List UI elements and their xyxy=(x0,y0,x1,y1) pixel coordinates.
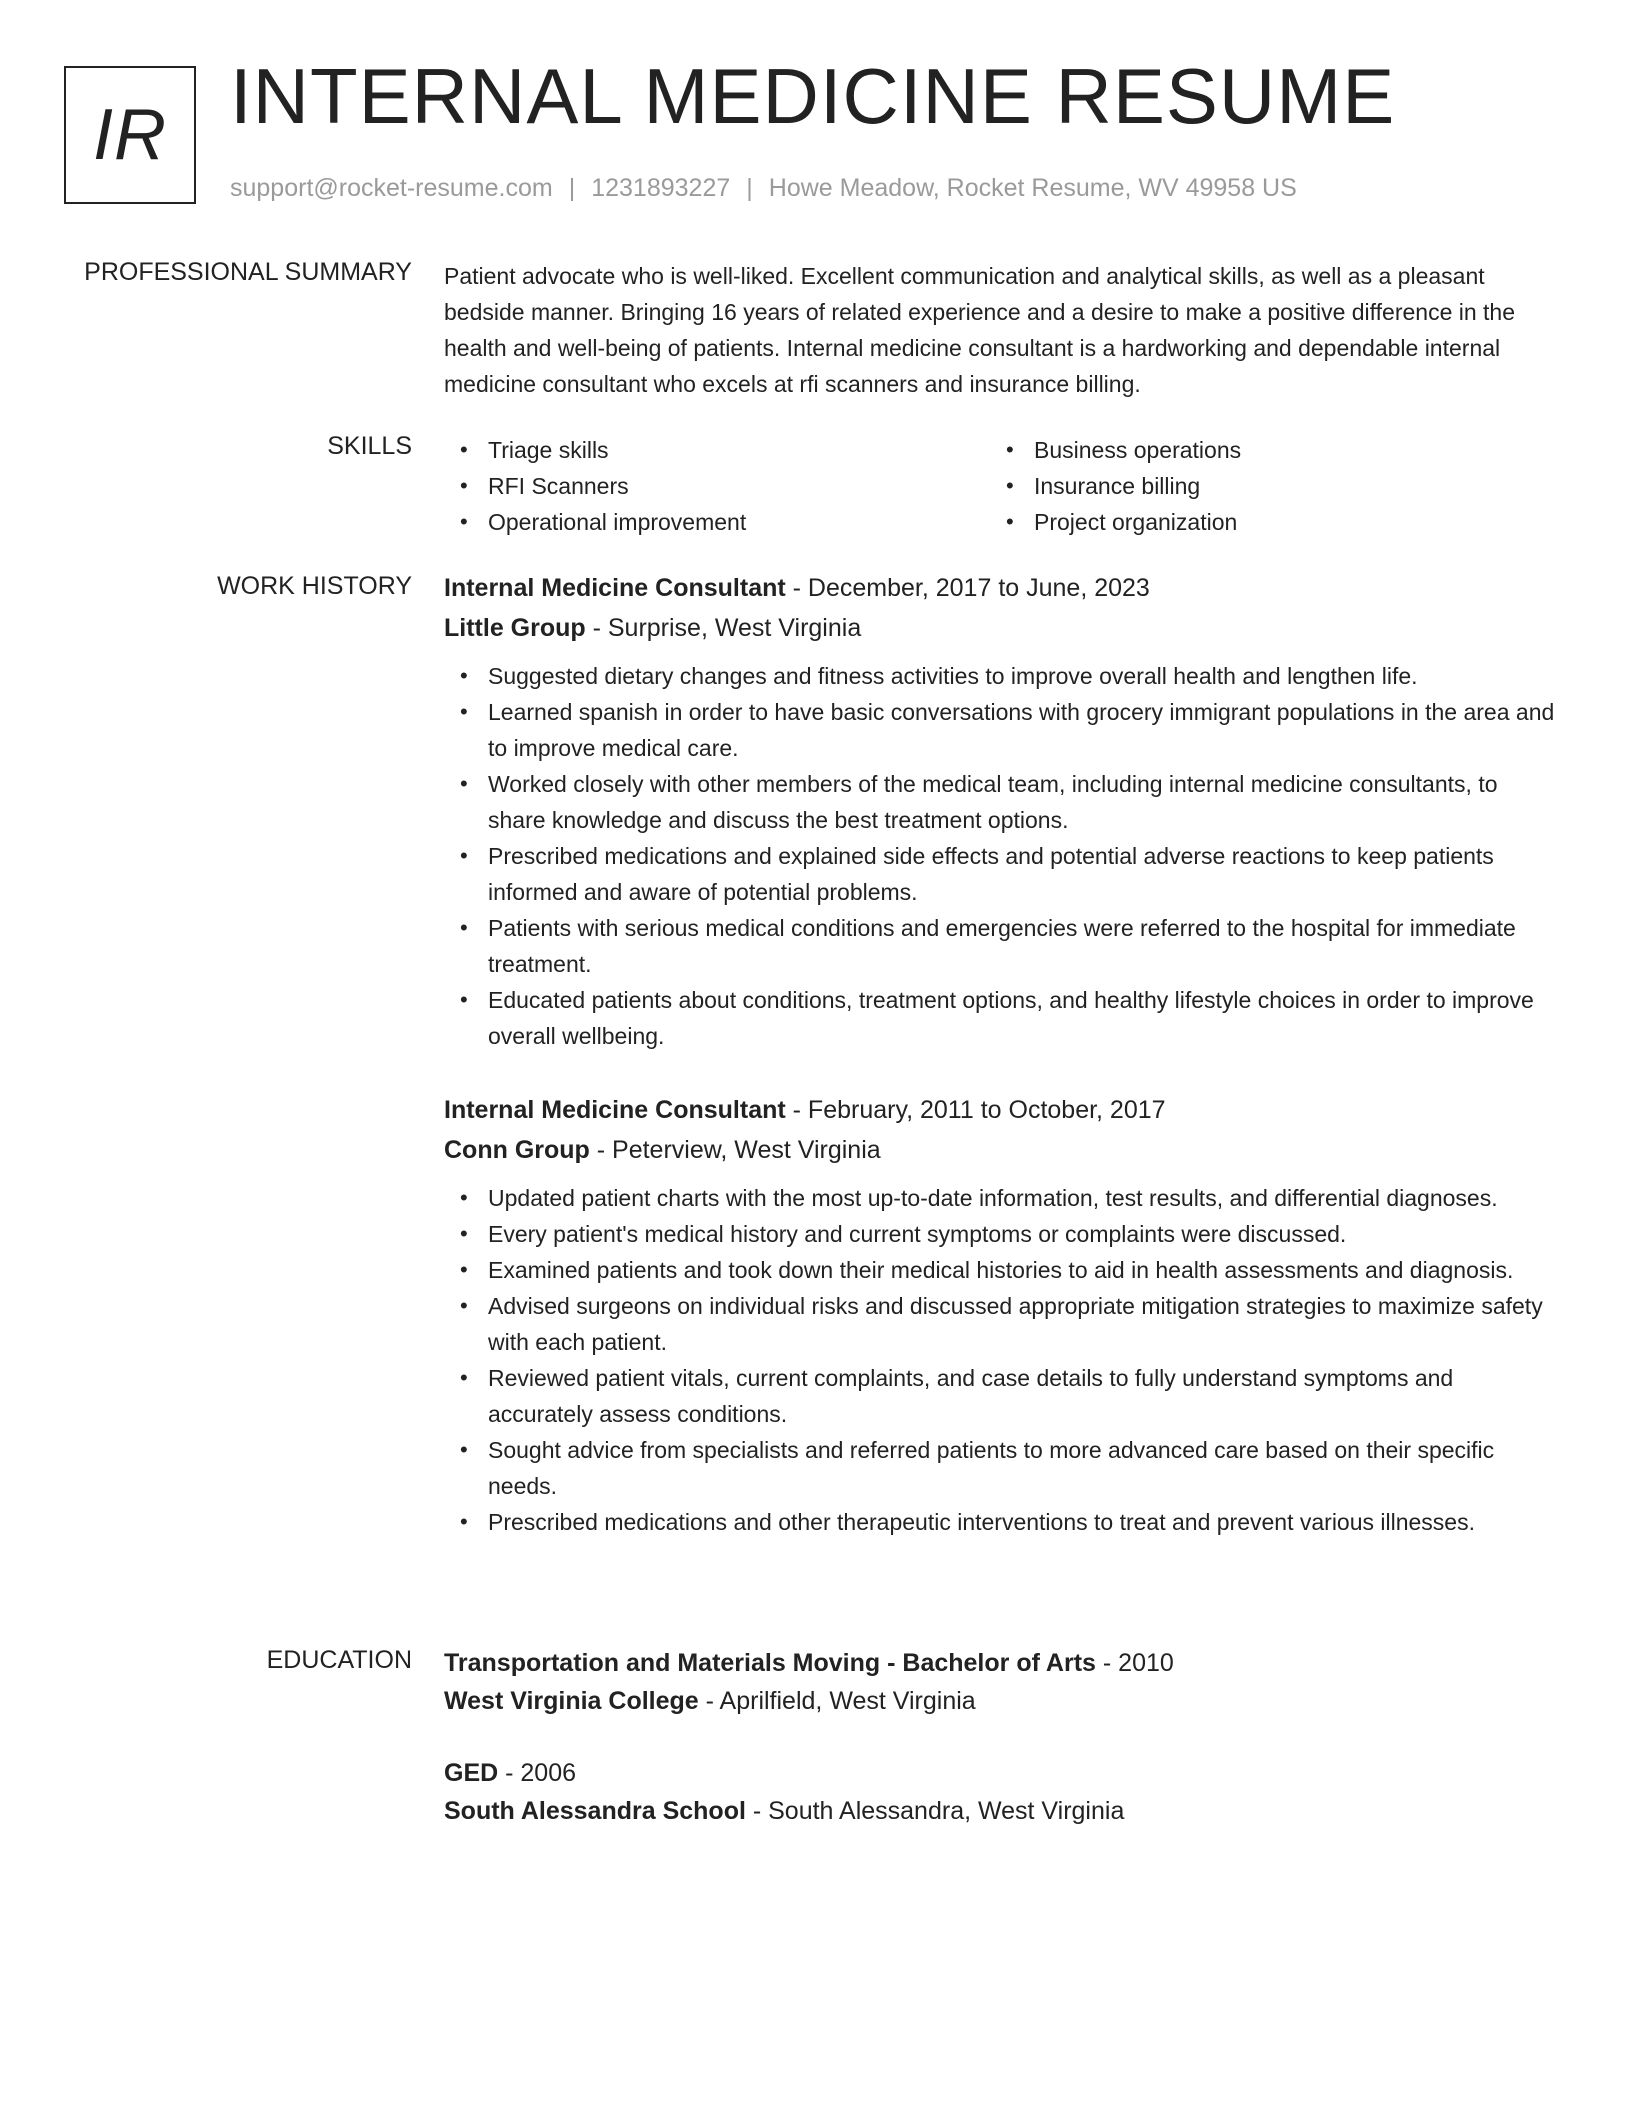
education-label: EDUCATION xyxy=(266,1646,412,1674)
education-degree-line xyxy=(444,1754,1558,1792)
dash: - xyxy=(498,1759,521,1787)
job-duties-list xyxy=(444,1180,1558,1540)
job-duty: • Suggested dietary changes and fitness activities to improve overall health and lengthen life. xyxy=(488,658,1558,694)
dash: - xyxy=(745,1797,769,1825)
skill-item: • Operational improvement xyxy=(488,504,1034,540)
skills-content xyxy=(444,432,1558,540)
summary-content xyxy=(444,258,1558,402)
education-entry xyxy=(444,1644,1558,1720)
job-location: Surprise, West Virginia xyxy=(607,614,862,642)
monogram-logo xyxy=(64,66,196,204)
job-duty: • Sought advice from specialists and referred patients to more advanced care based on their specific needs. xyxy=(488,1432,1558,1504)
job-company: Little Group xyxy=(444,614,586,642)
job-company: Conn Group xyxy=(444,1136,590,1164)
monogram-initials: IR xyxy=(93,95,167,175)
dash: - xyxy=(589,1136,613,1164)
job-entry xyxy=(444,1090,1558,1540)
dash: - xyxy=(785,1096,808,1124)
contact-line xyxy=(230,174,1297,203)
job-title-line xyxy=(444,568,1558,608)
dash: - xyxy=(785,574,808,602)
dash: - xyxy=(698,1687,720,1715)
contact-phone[interactable]: 1231893227 xyxy=(591,174,731,202)
job-duty: • Prescribed medications and other therapeutic interventions to treat and prevent various illnesses. xyxy=(488,1504,1558,1540)
education-degree-line xyxy=(444,1644,1558,1682)
job-duty: • Prescribed medications and explained side effects and potential adverse reactions to keep patients informed and aware of potential problems. xyxy=(488,838,1558,910)
job-duty: • Educated patients about conditions, treatment options, and healthy lifestyle choices in order to improve overall wellbeing. xyxy=(488,982,1558,1054)
job-dates: February, 2011 to October, 2017 xyxy=(807,1096,1166,1124)
job-entry xyxy=(444,568,1558,1054)
education-location: Aprilfield, West Virginia xyxy=(719,1687,976,1715)
contact-separator: | xyxy=(746,174,753,202)
job-location: Peterview, West Virginia xyxy=(612,1136,881,1164)
education-year: 2010 xyxy=(1118,1649,1174,1677)
skill-item: • Insurance billing xyxy=(1034,468,1580,504)
job-title: Internal Medicine Consultant xyxy=(444,1096,786,1124)
education-school-line xyxy=(444,1792,1558,1830)
education-degree: Transportation and Materials Moving - Bachelor of Arts xyxy=(444,1649,1096,1677)
contact-separator: | xyxy=(568,174,576,202)
job-title-line xyxy=(444,1090,1558,1130)
education-content xyxy=(444,1644,1558,1864)
education-school-line xyxy=(444,1682,1558,1720)
job-duty: • Worked closely with other members of the medical team, including internal medicine consultants, to share knowledge and discuss the best treatment options. xyxy=(488,766,1558,838)
education-year: 2006 xyxy=(520,1759,577,1787)
job-duty: • Examined patients and took down their medical histories to aid in health assessments and diagnosis. xyxy=(488,1252,1558,1288)
job-company-line xyxy=(444,608,1558,648)
job-duty: • Every patient's medical history and current symptoms or complaints were discussed. xyxy=(488,1216,1558,1252)
summary-text: Patient advocate who is well-liked. Excellent communication and analytical skills, as well as a pleasant bedside manner. Bringing 16 years of related experience and a desire to make a positive difference in the health and well-being of patients. Internal medicine consultant is a hardworking and dependable internal medicine consultant who excels at rfi scanners and insurance billing. xyxy=(444,263,1516,397)
job-duty: • Advised surgeons on individual risks and discussed appropriate mitigation strategies to maximize safety with each patient. xyxy=(488,1288,1558,1360)
job-duty: • Updated patient charts with the most up-to-date information, test results, and differential diagnoses. xyxy=(488,1180,1558,1216)
dash: - xyxy=(585,614,608,642)
skills-label: SKILLS xyxy=(327,432,412,460)
dash: - xyxy=(1095,1649,1119,1677)
job-duties-list xyxy=(444,658,1558,1054)
education-location: South Alessandra, West Virginia xyxy=(768,1797,1125,1825)
work-history-label: WORK HISTORY xyxy=(217,572,412,600)
education-degree: GED xyxy=(444,1759,499,1787)
skill-item: • RFI Scanners xyxy=(488,468,1034,504)
job-duty: • Reviewed patient vitals, current complaints, and case details to fully understand symptoms and accurately assess conditions. xyxy=(488,1360,1558,1432)
job-dates: December, 2017 to June, 2023 xyxy=(807,574,1150,602)
skills-list xyxy=(444,432,1558,540)
skill-item: • Project organization xyxy=(1034,504,1580,540)
summary-label: PROFESSIONAL SUMMARY xyxy=(84,258,412,286)
work-history-content xyxy=(444,568,1558,1576)
resume-title: INTERNAL MEDICINE RESUME xyxy=(230,52,1396,140)
job-duty: • Patients with serious medical conditions and emergencies were referred to the hospital for immediate treatment. xyxy=(488,910,1558,982)
education-school: West Virginia College xyxy=(444,1687,699,1715)
contact-email[interactable]: support@rocket-resume.com xyxy=(230,174,553,202)
job-title: Internal Medicine Consultant xyxy=(444,574,786,602)
education-school: South Alessandra School xyxy=(444,1797,746,1825)
skill-item: • Business operations xyxy=(1034,432,1580,468)
contact-address: Howe Meadow, Rocket Resume, WV 49958 US xyxy=(768,174,1297,202)
job-company-line xyxy=(444,1130,1558,1170)
job-duty: • Learned spanish in order to have basic conversations with grocery immigrant populations in the area and to improve medical care. xyxy=(488,694,1558,766)
education-entry xyxy=(444,1754,1558,1830)
skill-item: • Triage skills xyxy=(488,432,1034,468)
